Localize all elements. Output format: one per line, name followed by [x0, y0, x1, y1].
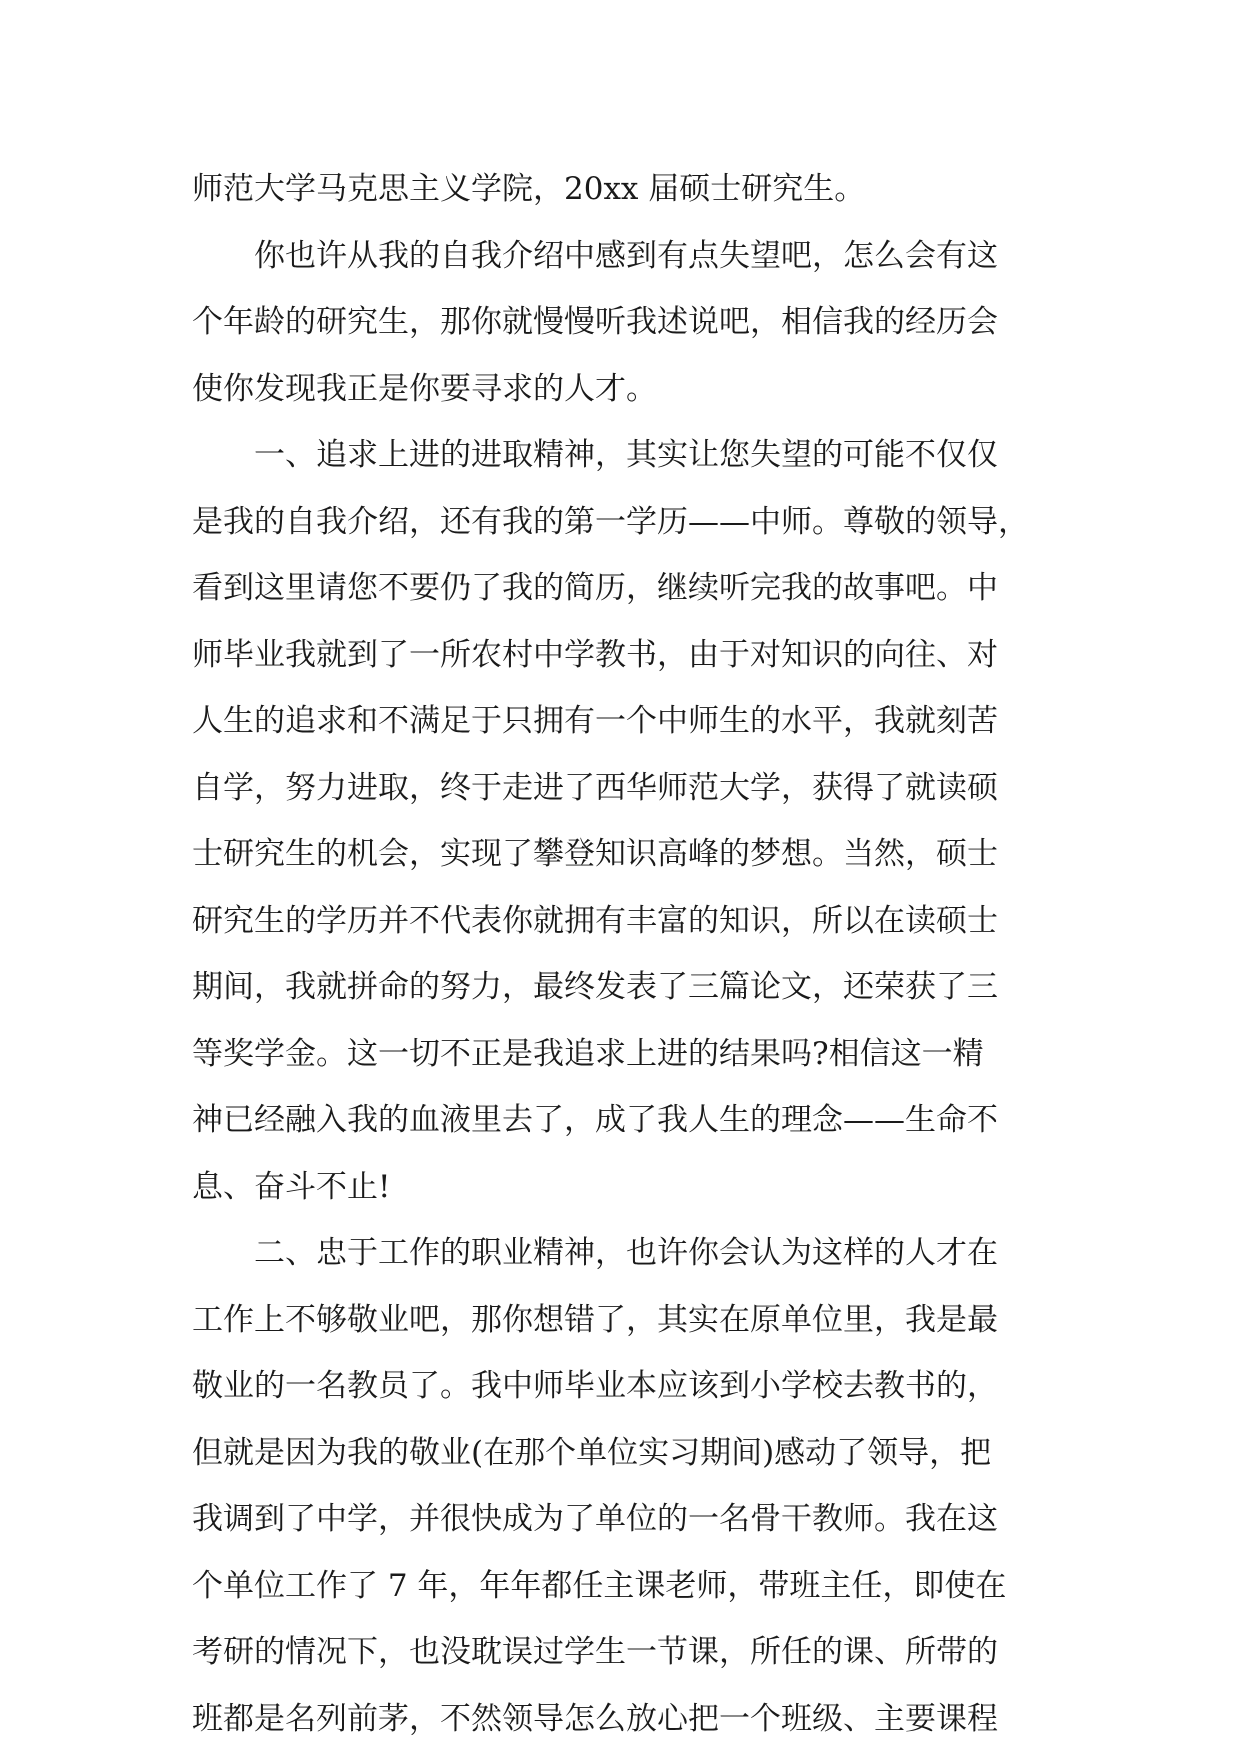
- text-line: 人生的追求和不满足于只拥有一个中师生的水平，我就刻苦: [192, 703, 998, 739]
- text-line: 神已经融入我的血液里去了，成了我人生的理念——生命不: [192, 1102, 998, 1138]
- text-line: 士研究生的机会，实现了攀登知识高峰的梦想。当然，硕士: [192, 836, 998, 872]
- text-line: 考研的情况下，也没耽误过学生一节课，所任的课、所带的: [192, 1634, 998, 1670]
- text-line: 个年龄的研究生，那你就慢慢听我述说吧，相信我的经历会: [192, 304, 998, 340]
- paragraph-start-line: 一、追求上进的进取精神，其实让您失望的可能不仅仅: [254, 437, 998, 473]
- text-line: 师毕业我就到了一所农村中学教书，由于对知识的向往、对: [192, 636, 998, 673]
- text-line: 个单位工作了 7 年，年年都任主课老师，带班主任，即使在: [192, 1567, 1007, 1604]
- paragraph-start-line: 二、忠于工作的职业精神，也许你会认为这样的人才在: [254, 1235, 998, 1271]
- text-line: 自学，努力进取，终于走进了西华师范大学，获得了就读硕: [192, 769, 998, 806]
- text-line: 是我的自我介绍，还有我的第一学历——中师。尊敬的领导，: [192, 503, 1029, 540]
- text-line: 期间，我就拼命的努力，最终发表了三篇论文，还荣获了三: [192, 969, 998, 1005]
- text-line: 研究生的学历并不代表你就拥有丰富的知识，所以在读硕士: [192, 902, 998, 939]
- text-line: 师范大学马克思主义学院，20xx 届硕士研究生。: [192, 171, 866, 207]
- text-line: 但就是因为我的敬业(在那个单位实习期间)感动了领导，把: [192, 1434, 992, 1471]
- paragraph-start-line: 你也许从我的自我介绍中感到有点失望吧，怎么会有这: [254, 237, 998, 274]
- text-line: 工作上不够敬业吧，那你想错了，其实在原单位里，我是最: [192, 1301, 998, 1338]
- text-line: 敬业的一名教员了。我中师毕业本应该到小学校去教书的，: [192, 1368, 998, 1404]
- text-line: 息、奋斗不止!: [192, 1168, 391, 1205]
- text-line: 等奖学金。这一切不正是我追求上进的结果吗?相信这一精: [192, 1035, 984, 1072]
- text-line: 使你发现我正是你要寻求的人才。: [192, 370, 657, 407]
- text-line: 我调到了中学，并很快成为了单位的一名骨干教师。我在这: [192, 1501, 998, 1537]
- text-line: 看到这里请您不要仍了我的简历，继续听完我的故事吧。中: [192, 570, 998, 606]
- text-line: 班都是名列前茅，不然领导怎么放心把一个班级、主要课程: [192, 1700, 998, 1737]
- body-text: [192, 156, 1052, 1752]
